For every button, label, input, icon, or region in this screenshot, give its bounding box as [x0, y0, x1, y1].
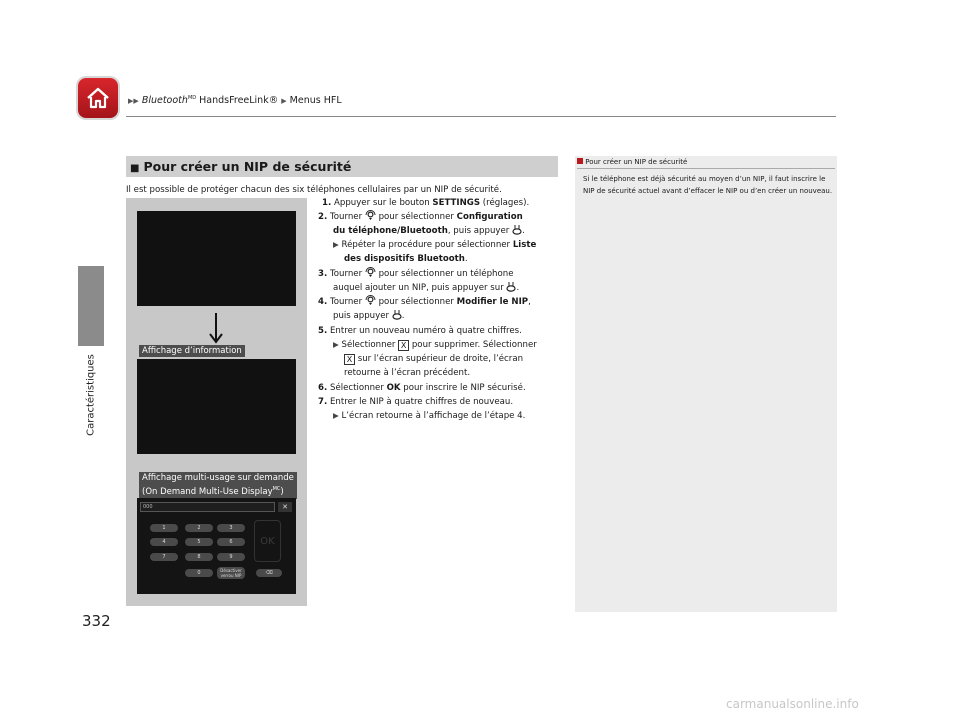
keypad-key-7[interactable]: 7: [150, 553, 178, 561]
info-display-label: Affichage d’information: [139, 345, 245, 357]
step-2-line-2: du téléphone/Bluetooth, puis appuyer .: [333, 226, 525, 236]
breadcrumb: ▶▶ Bluetooth$^{MD}$ HandsFreeLink® ▶ Menus HFL: [128, 95, 342, 107]
step-5-substep-line-3: retourne à l’écran précédent.: [344, 368, 471, 378]
delete-x-icon: X: [344, 354, 355, 365]
keypad-key-4[interactable]: 4: [150, 538, 178, 546]
keypad-key-0[interactable]: 0: [185, 569, 213, 577]
step-1: 1. Appuyer sur le bouton SETTINGS (réglages).: [322, 198, 530, 208]
step-7: 7. Entrer le NIP à quatre chiffres de nouveau.: [318, 397, 514, 407]
step-3-line-2: auquel ajouter un NIP, puis appuyer sur .: [333, 283, 520, 293]
step-5-substep: ▶ Sélectionner X pour supprimer. Sélectionner: [333, 340, 537, 350]
home-button[interactable]: [78, 78, 118, 118]
triangle-bullet-icon: ▶: [333, 240, 339, 249]
keypad-key-2[interactable]: 2: [185, 524, 213, 532]
press-knob-icon: [392, 309, 402, 320]
selector-knob-icon: [365, 267, 376, 278]
step-2-substep-line-2: des dispositifs Bluetooth.: [344, 254, 468, 264]
triangle-bullet-icon: ▶: [333, 411, 339, 420]
keypad-key-8[interactable]: 8: [185, 553, 213, 561]
step-5-substep-line-2: X sur l’écran supérieur de droite, l’écran: [344, 352, 523, 366]
note-body: Si le téléphone est déjà sécurité au moyen d’un NIP, il faut inscrire le NIP de sécurité actuel avant d’effacer le NIP ou d’en créer un nouveau.: [583, 175, 833, 195]
breadcrumb-link-menus-hfl[interactable]: Menus HFL: [289, 95, 342, 107]
audio-screen-image: [137, 211, 296, 306]
watermark: carmanualsonline.info: [726, 697, 859, 711]
chapter-tab: [78, 266, 104, 346]
info-display-image: [137, 359, 296, 454]
breadcrumb-link-bluetooth[interactable]: Bluetooth$^{MD}$ HandsFreeLink®: [141, 95, 279, 107]
step-4-line-2: puis appuyer .: [333, 311, 405, 321]
note-panel: [575, 156, 837, 612]
delete-x-icon: X: [398, 340, 409, 351]
keypad-key-6[interactable]: 6: [217, 538, 245, 546]
chapter-label: Caractéristiques: [85, 354, 97, 436]
triangle-bullet-icon: ▶: [333, 340, 339, 349]
pin-entry-field[interactable]: 000: [140, 502, 275, 512]
press-knob-icon: [512, 224, 522, 235]
keypad-key-9[interactable]: 9: [217, 553, 245, 561]
header-divider: [126, 116, 836, 117]
deactivate-pin-button[interactable]: Désactiver verrou NIP: [217, 567, 245, 579]
step-6: 6. Sélectionner OK pour inscrire le NIP sécurisé.: [318, 383, 526, 393]
step-2-substep: ▶ Répéter la procédure pour sélectionner Liste: [333, 240, 537, 250]
ok-button[interactable]: OK: [254, 520, 281, 562]
home-icon: [85, 86, 111, 110]
page-number: 332: [82, 612, 111, 630]
note-marker-icon: [577, 158, 583, 164]
step-2: 2. Tourner pour sélectionner Configuration: [318, 212, 523, 222]
selector-knob-icon: [365, 295, 376, 306]
down-arrow-icon: [208, 312, 224, 344]
backspace-icon[interactable]: ⌫: [256, 569, 282, 577]
close-icon[interactable]: ✕: [278, 502, 292, 512]
intro-text: Il est possible de protéger chacun des six téléphones cellulaires par un NIP de sécurité.: [126, 185, 502, 195]
multi-use-display-label: Affichage multi-usage sur demande (On Demand Multi-Use Display$^{MC}$): [139, 472, 297, 499]
keypad-key-3[interactable]: 3: [217, 524, 245, 532]
note-title: Pour créer un NIP de sécurité: [577, 158, 687, 166]
square-bullet-icon: ■: [130, 163, 140, 174]
step-5: 5. Entrer un nouveau numéro à quatre chiffres.: [318, 326, 522, 336]
step-3: 3. Tourner pour sélectionner un téléphone: [318, 269, 514, 279]
step-4: 4. Tourner pour sélectionner Modifier le NIP,: [318, 297, 531, 307]
press-knob-icon: [506, 281, 516, 292]
section-heading: ■ Pour créer un NIP de sécurité: [126, 156, 558, 177]
step-7-substep: ▶ L’écran retourne à l’affichage de l’étape 4.: [333, 411, 526, 421]
selector-knob-icon: [365, 210, 376, 221]
note-divider: [577, 168, 835, 169]
keypad-key-1[interactable]: 1: [150, 524, 178, 532]
keypad-key-5[interactable]: 5: [185, 538, 213, 546]
